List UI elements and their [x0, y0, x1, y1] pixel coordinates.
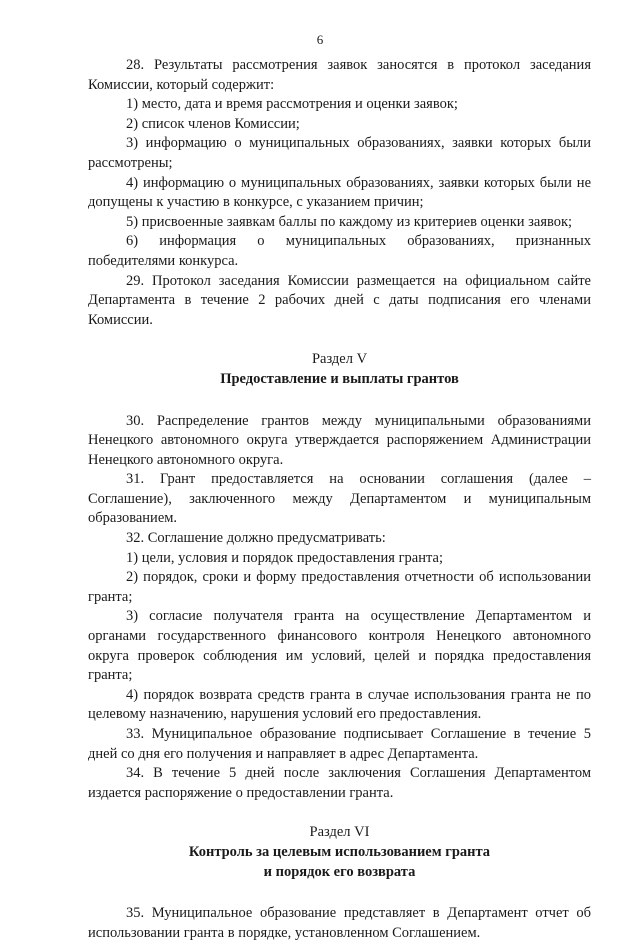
list-item: 1) цели, условия и порядок предоставления гранта; [126, 549, 443, 566]
section-title-line-2: и порядок его возврата [263, 863, 416, 880]
section-label: Раздел V [311, 351, 368, 368]
section-title: Предоставление и выплаты грантов [220, 370, 459, 387]
list-item: 3) согласие получателя гранта на осуществление Департаментом и органами государственного финансового контроля Ненецкого автономного округа проверок соблюдения им условий, целей и порядка предоставления гранта; [88, 608, 591, 684]
paragraph-32: 32. Соглашение должно предусматривать: [126, 530, 386, 547]
list-item: 2) порядок, сроки и форму предоставления отчетности об использовании гранта; [88, 569, 591, 605]
paragraph-33: 33. Муниципальное образование подписывает Соглашение в течение 5 дней со дня его получения и направляет в адрес Департамента. [88, 726, 591, 762]
list-item: 3) информацию о муниципальных образованиях, заявки которых были рассмотрены; [88, 135, 591, 171]
paragraph-29: 29. Протокол заседания Комиссии размещается на официальном сайте Департамента в течение 2 рабочих дней с даты подписания его членами Комиссии. [88, 272, 591, 328]
paragraph-34: 34. В течение 5 дней после заключения Соглашения Департаментом издается распоряжение о предоставлении гранта. [88, 765, 591, 801]
section-label: Раздел VI [309, 824, 370, 841]
list-item: 6) информация о муниципальных образованиях, признанных победителями конкурса. [88, 233, 591, 269]
list-item: 2) список членов Комиссии; [126, 115, 300, 132]
page-number: 6 [316, 32, 324, 47]
paragraph-28: 28. Результаты рассмотрения заявок заносятся в протокол заседания Комиссии, который содержит: [88, 57, 591, 93]
document-body [88, 56, 591, 943]
list-item: 4) порядок возврата средств гранта в случае использования гранта не по целевому назначению, нарушения условий его предоставления. [88, 686, 591, 723]
section-title-line-1: Контроль за целевым использованием гранта [188, 843, 491, 860]
list-item: 1) место, дата и время рассмотрения и оценки заявок; [126, 96, 458, 113]
paragraph-30: 30. Распределение грантов между муниципальными образованиями Ненецкого автономного округа утверждается распоряжением Администрации Ненецкого автономного округа. [88, 412, 591, 468]
section-v-heading [88, 350, 591, 389]
paragraph-31: 31. Грант предоставляется на основании соглашения (далее – Соглашение), заключенного между Департаментом и муниципальным образованием. [88, 471, 591, 527]
paragraph-35: 35. Муниципальное образование представляет в Департамент отчет об использовании гранта в порядке, установленном Соглашением. [88, 905, 591, 941]
list-item: 5) присвоенные заявкам баллы по каждому из критериев оценки заявок; [126, 213, 573, 230]
list-item: 4) информацию о муниципальных образованиях, заявки которых были не допущены к участию в конкурсе, с указанием причин; [88, 174, 591, 211]
section-vi-heading [88, 823, 591, 882]
